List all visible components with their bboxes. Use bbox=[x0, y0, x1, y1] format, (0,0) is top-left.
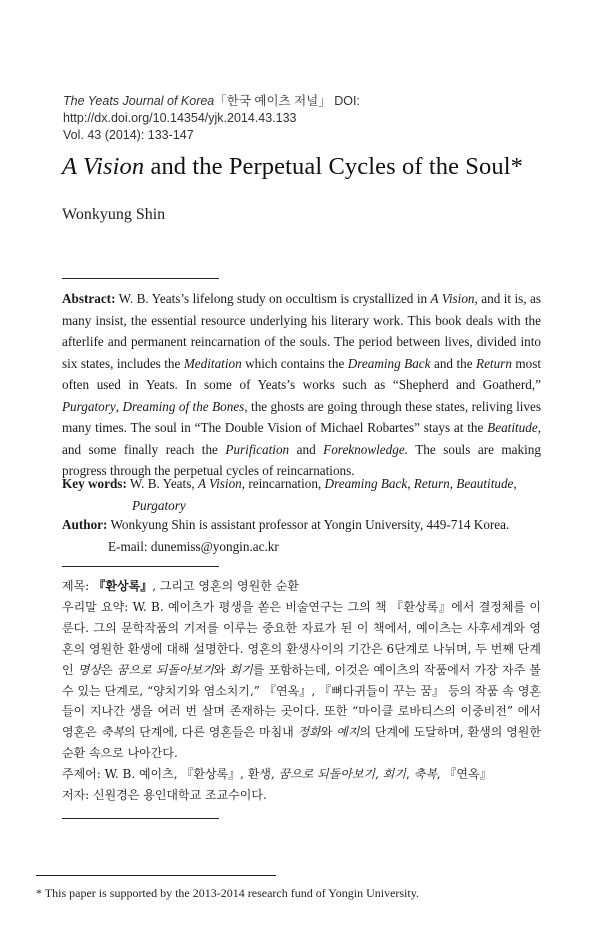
abstract-text: W. B. Yeats’s lifelong study on occultism is crystallized in bbox=[115, 291, 431, 306]
keywords bbox=[62, 473, 541, 516]
abstract-text: which contains the bbox=[241, 355, 348, 371]
keywords-text: W. B. Yeats, bbox=[126, 476, 198, 491]
korean-italic: 꿈으로 되돌아보기 bbox=[278, 767, 376, 782]
korean-italic: 회기 bbox=[382, 767, 406, 782]
korean-text: 의 단계에 도달하며, 환생의 영원한 순환 속으로 나아간다. bbox=[62, 725, 541, 761]
abstract bbox=[62, 288, 541, 482]
korean-text: 와 bbox=[320, 725, 337, 740]
korean-abstract bbox=[62, 597, 541, 764]
keywords-label: Key words: bbox=[62, 476, 127, 491]
abstract-italic: Dreaming Back bbox=[347, 355, 431, 371]
keyword-italic: Beautitude, bbox=[456, 476, 517, 491]
korean-title-rest: , 그리고 영혼의 영원한 순환 bbox=[152, 579, 299, 593]
author-affiliation: Wonkyung Shin is assistant professor at Yongin University, 449-714 Korea. bbox=[107, 517, 510, 532]
abstract-text: and the bbox=[430, 355, 477, 371]
journal-name: The Yeats Journal of Korea bbox=[63, 94, 215, 108]
korean-text: 은 bbox=[100, 662, 117, 677]
korean-text: 의 단계에, 다른 영혼들은 마침내 bbox=[123, 725, 298, 740]
korean-italic: 축복 bbox=[413, 767, 437, 782]
abstract-text: , the ghosts are going through these states, reliving lives many times. The soul in “The Double Vision of Michael Robartes” stays at the bbox=[62, 398, 541, 435]
abstract-text: and bbox=[289, 441, 324, 457]
abstract-text: The souls are making progress through the perpetual cycles of reincarnations. bbox=[62, 441, 541, 478]
korean-title-bold: 『환상록』 bbox=[89, 579, 153, 593]
paper-author: Wonkyung Shin bbox=[62, 206, 166, 223]
abstract-text: most often used in Yeats. In some of Yeats’s works such as “Shepherd and Goatherd,” bbox=[62, 355, 542, 392]
journal-citation bbox=[63, 93, 573, 127]
keyword-italic: A Vision bbox=[197, 476, 242, 491]
author-email: E-mail: dunemiss@yongin.ac.kr bbox=[108, 538, 279, 554]
abstract-italic: A Vision bbox=[430, 291, 475, 306]
abstract-italic: Return bbox=[476, 355, 512, 371]
journal-doi: 「한국 예이츠 저널」 DOI: http://dx.doi.org/10.14354/yjk.2014.43.133 bbox=[63, 94, 360, 125]
korean-italic: 명상 bbox=[77, 662, 101, 677]
abstract-italic: Dreaming of the Bones bbox=[122, 398, 245, 414]
keywords-text: , bbox=[407, 476, 414, 491]
korean-title bbox=[62, 576, 541, 597]
korean-text: 를 포함하는데, 이것은 예이츠의 작품에서 가장 자주 볼 수 있는 단계로, “양치기와 염소치기,” 『연옥』, 『뼈다귀들이 꾸는 꿈』 등의 작품 속 영혼들이 지나간 생을 여러 번 살며 존재하는 곳이다. 또한 “마이클 로바티스의 이중비전” 에서 영혼은 bbox=[62, 662, 541, 740]
journal-header bbox=[63, 93, 573, 144]
author-label: Author: bbox=[62, 517, 108, 532]
korean-text: 와 bbox=[213, 662, 230, 677]
abstract-text: , and it is, as many insist, the essential resource underlying his literary work. This book deals with the afterlife and permanent reincarnation of the souls. The period between lives, divided into six states, includes the bbox=[62, 291, 541, 371]
abstract-italic: Purification bbox=[225, 441, 290, 457]
abstract-italic: Foreknowledge. bbox=[323, 441, 408, 457]
korean-italic: 꿈으로 되돌아보기 bbox=[116, 662, 214, 677]
korean-italic: 정화 bbox=[297, 725, 321, 740]
footnote: * This paper is supported by the 2013-2014 research fund of Yongin University. bbox=[36, 886, 419, 900]
divider-middle bbox=[62, 566, 219, 567]
footnote-divider bbox=[36, 875, 276, 876]
abstract-text: , bbox=[115, 398, 123, 414]
abstract-label: Abstract: bbox=[62, 291, 116, 306]
keywords-continuation bbox=[62, 495, 541, 517]
author-info bbox=[62, 514, 541, 557]
abstract-text: and some finally reach the bbox=[62, 441, 226, 457]
korean-text: 주제어: W. B. 예이츠, 『환상록』, 환생, bbox=[62, 767, 279, 782]
korean-italic: 축복 bbox=[100, 725, 124, 740]
korean-author: 저자: 신원경은 용인대학교 조교수이다. bbox=[62, 788, 267, 803]
korean-text: , 『연옥』 bbox=[436, 767, 492, 782]
journal-volume: Vol. 43 (2014): 133-147 bbox=[63, 128, 194, 142]
paper-title bbox=[62, 152, 582, 182]
title-rest: and the Perpetual Cycles of the Soul* bbox=[144, 153, 523, 180]
korean-text: 우리말 요약: W. B. 예이츠가 평생을 쏟은 비술연구는 그의 책 『환상록』에서 결정체를 이룬다. 그의 문학작품의 기저를 이루는 중요한 자료가 된 이 책에서, 예이츠는 사후세계와 영혼의 영원한 환생에 대해 설명한다. 영혼의 환생사이의 기간은 6단계로 나뉘며, 두 번째 단계인 bbox=[62, 599, 541, 677]
korean-keywords bbox=[62, 764, 541, 785]
keywords-text: , reincarnation, bbox=[241, 476, 325, 491]
korean-summary bbox=[62, 576, 541, 806]
korean-text: , bbox=[405, 767, 414, 782]
korean-title-label: 제목: bbox=[62, 579, 90, 593]
korean-text: , bbox=[375, 767, 383, 782]
keyword-italic: Dreaming Back bbox=[324, 476, 408, 491]
abstract-italic: Purgatory bbox=[62, 398, 116, 414]
keyword-italic: Purgatory bbox=[132, 497, 186, 513]
keyword-italic: Return bbox=[413, 476, 450, 491]
divider-korean bbox=[62, 818, 219, 819]
korean-italic: 예지 bbox=[336, 725, 360, 740]
title-italic: A Vision bbox=[62, 153, 145, 180]
abstract-italic: Beatitude, bbox=[487, 420, 541, 435]
keywords-text: , bbox=[449, 476, 457, 491]
divider-top bbox=[62, 278, 219, 279]
abstract-italic: Meditation bbox=[183, 355, 242, 371]
korean-italic: 회기 bbox=[229, 662, 253, 677]
